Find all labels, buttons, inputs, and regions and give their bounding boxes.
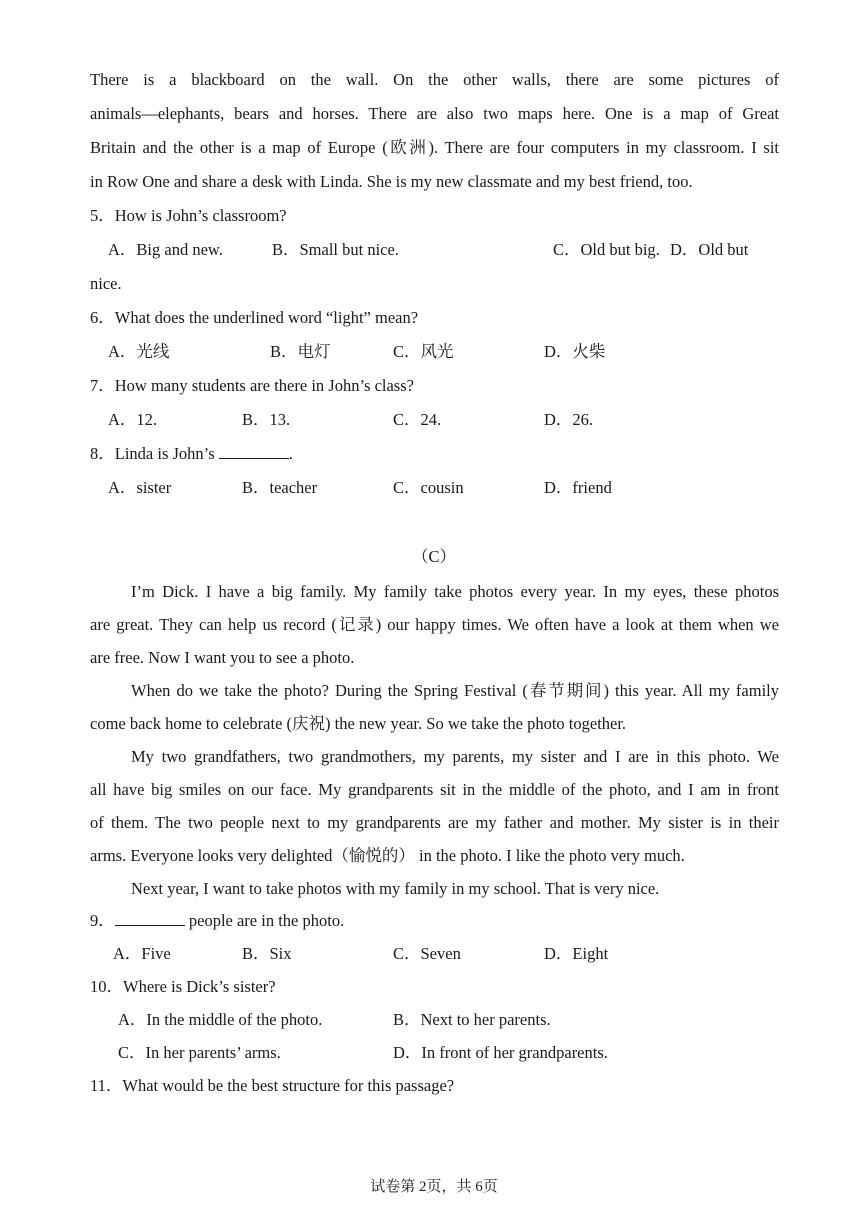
- passage-c-p3-line-1: My two grandfathers, two grandmothers, my parents, my sister and I are in this photo. We: [131, 747, 779, 766]
- passage-c-p2-line-2: come back home to celebrate (庆祝) the new year. So we take the photo together.: [90, 714, 627, 733]
- question-11-stem: 11．What would be the best structure for this passage?: [90, 1076, 455, 1095]
- passage-b-line-2: animals—elephants, bears and horses. There are also two maps here. One is a map of Great: [90, 104, 779, 123]
- question-9-number: 9．: [90, 911, 115, 930]
- question-7-stem: 7．How many students are there in John’s class?: [90, 376, 414, 395]
- question-9-stem-text: people are in the photo.: [184, 911, 345, 930]
- question-8-option-c[interactable]: C．cousin: [393, 478, 464, 497]
- passage-c-p1-line-2: are great. They can help us record (记录) our happy times. We often have a look at them when we: [90, 615, 779, 634]
- question-6-stem: 6．What does the underlined word “light” mean?: [90, 308, 419, 327]
- passage-b-line-4: in Row One and share a desk with Linda. She is my new classmate and my best friend, too.: [90, 172, 693, 191]
- question-5-option-b[interactable]: B．Small but nice.: [272, 240, 399, 259]
- question-8-stem-text: 8．Linda is John’s: [90, 444, 219, 463]
- question-6-option-a[interactable]: A．光线: [108, 342, 170, 361]
- question-6-option-d[interactable]: D．火柴: [544, 342, 606, 361]
- passage-c-p1-line-1: I’m Dick. I have a big family. My family take photos every year. In my eyes, these photos: [131, 582, 779, 601]
- question-10-option-c[interactable]: C．In her parents’ arms.: [118, 1043, 281, 1062]
- passage-b-line-1: There is a blackboard on the wall. On the other walls, there are some pictures of: [90, 70, 779, 89]
- question-5-option-d-continuation: nice.: [90, 274, 122, 293]
- passage-c-p1-line-3: are free. Now I want you to see a photo.: [90, 648, 355, 667]
- question-10-option-b[interactable]: B．Next to her parents.: [393, 1010, 551, 1029]
- question-9-option-c[interactable]: C．Seven: [393, 944, 461, 963]
- question-6-option-c[interactable]: C．风光: [393, 342, 454, 361]
- question-5-option-d[interactable]: D．Old but: [670, 240, 749, 259]
- question-9-stem: [90, 904, 344, 938]
- question-10-option-a[interactable]: A．In the middle of the photo.: [118, 1010, 323, 1029]
- question-9-option-b[interactable]: B．Six: [242, 944, 292, 963]
- question-7-option-d[interactable]: D．26.: [544, 410, 594, 429]
- question-7-option-b[interactable]: B．13.: [242, 410, 291, 429]
- passage-c-p4-line-1: Next year, I want to take photos with my family in my school. That is very nice.: [131, 879, 660, 898]
- passage-b-line-3: Britain and the other is a map of Europe (欧洲). There are four computers in my classroom. I sit: [90, 138, 779, 157]
- passage-c-p3-line-2: all have big smiles on our face. My grandparents sit in the middle of the photo, and I am in front: [90, 780, 779, 799]
- answer-blank[interactable]: [115, 911, 185, 926]
- question-9-option-a[interactable]: A．Five: [113, 944, 171, 963]
- question-7-option-c[interactable]: C．24.: [393, 410, 442, 429]
- passage-c-p3-line-4: arms. Everyone looks very delighted（愉悦的） in the photo. I like the photo very much.: [90, 846, 685, 865]
- question-7-option-a[interactable]: A．12.: [108, 410, 158, 429]
- page-footer: 试卷第 2页，共 6页: [370, 1179, 498, 1195]
- question-5-stem: 5．How is John’s classroom?: [90, 206, 287, 225]
- question-8-option-a[interactable]: A．sister: [108, 478, 172, 497]
- question-10-option-d[interactable]: D．In front of her grandparents.: [393, 1043, 608, 1062]
- question-5-option-c[interactable]: C．Old but big.: [553, 240, 660, 259]
- question-5-option-a[interactable]: A．Big and new.: [108, 240, 223, 259]
- question-8-stem: [90, 437, 293, 471]
- question-10-stem: 10．Where is Dick’s sister?: [90, 977, 276, 996]
- section-c-title: （C）: [411, 547, 456, 566]
- answer-blank[interactable]: [219, 444, 289, 459]
- question-9-option-d[interactable]: D．Eight: [544, 944, 609, 963]
- question-8-option-d[interactable]: D．friend: [544, 478, 612, 497]
- question-8-stem-end: .: [288, 444, 293, 463]
- passage-c-p3-line-3: of them. The two people next to my grandparents are my father and mother. My sister is in their: [90, 813, 779, 832]
- question-8-option-b[interactable]: B．teacher: [242, 478, 318, 497]
- question-6-option-b[interactable]: B．电灯: [270, 342, 331, 361]
- passage-c-p2-line-1: When do we take the photo? During the Spring Festival (春节期间) this year. All my family: [131, 681, 779, 700]
